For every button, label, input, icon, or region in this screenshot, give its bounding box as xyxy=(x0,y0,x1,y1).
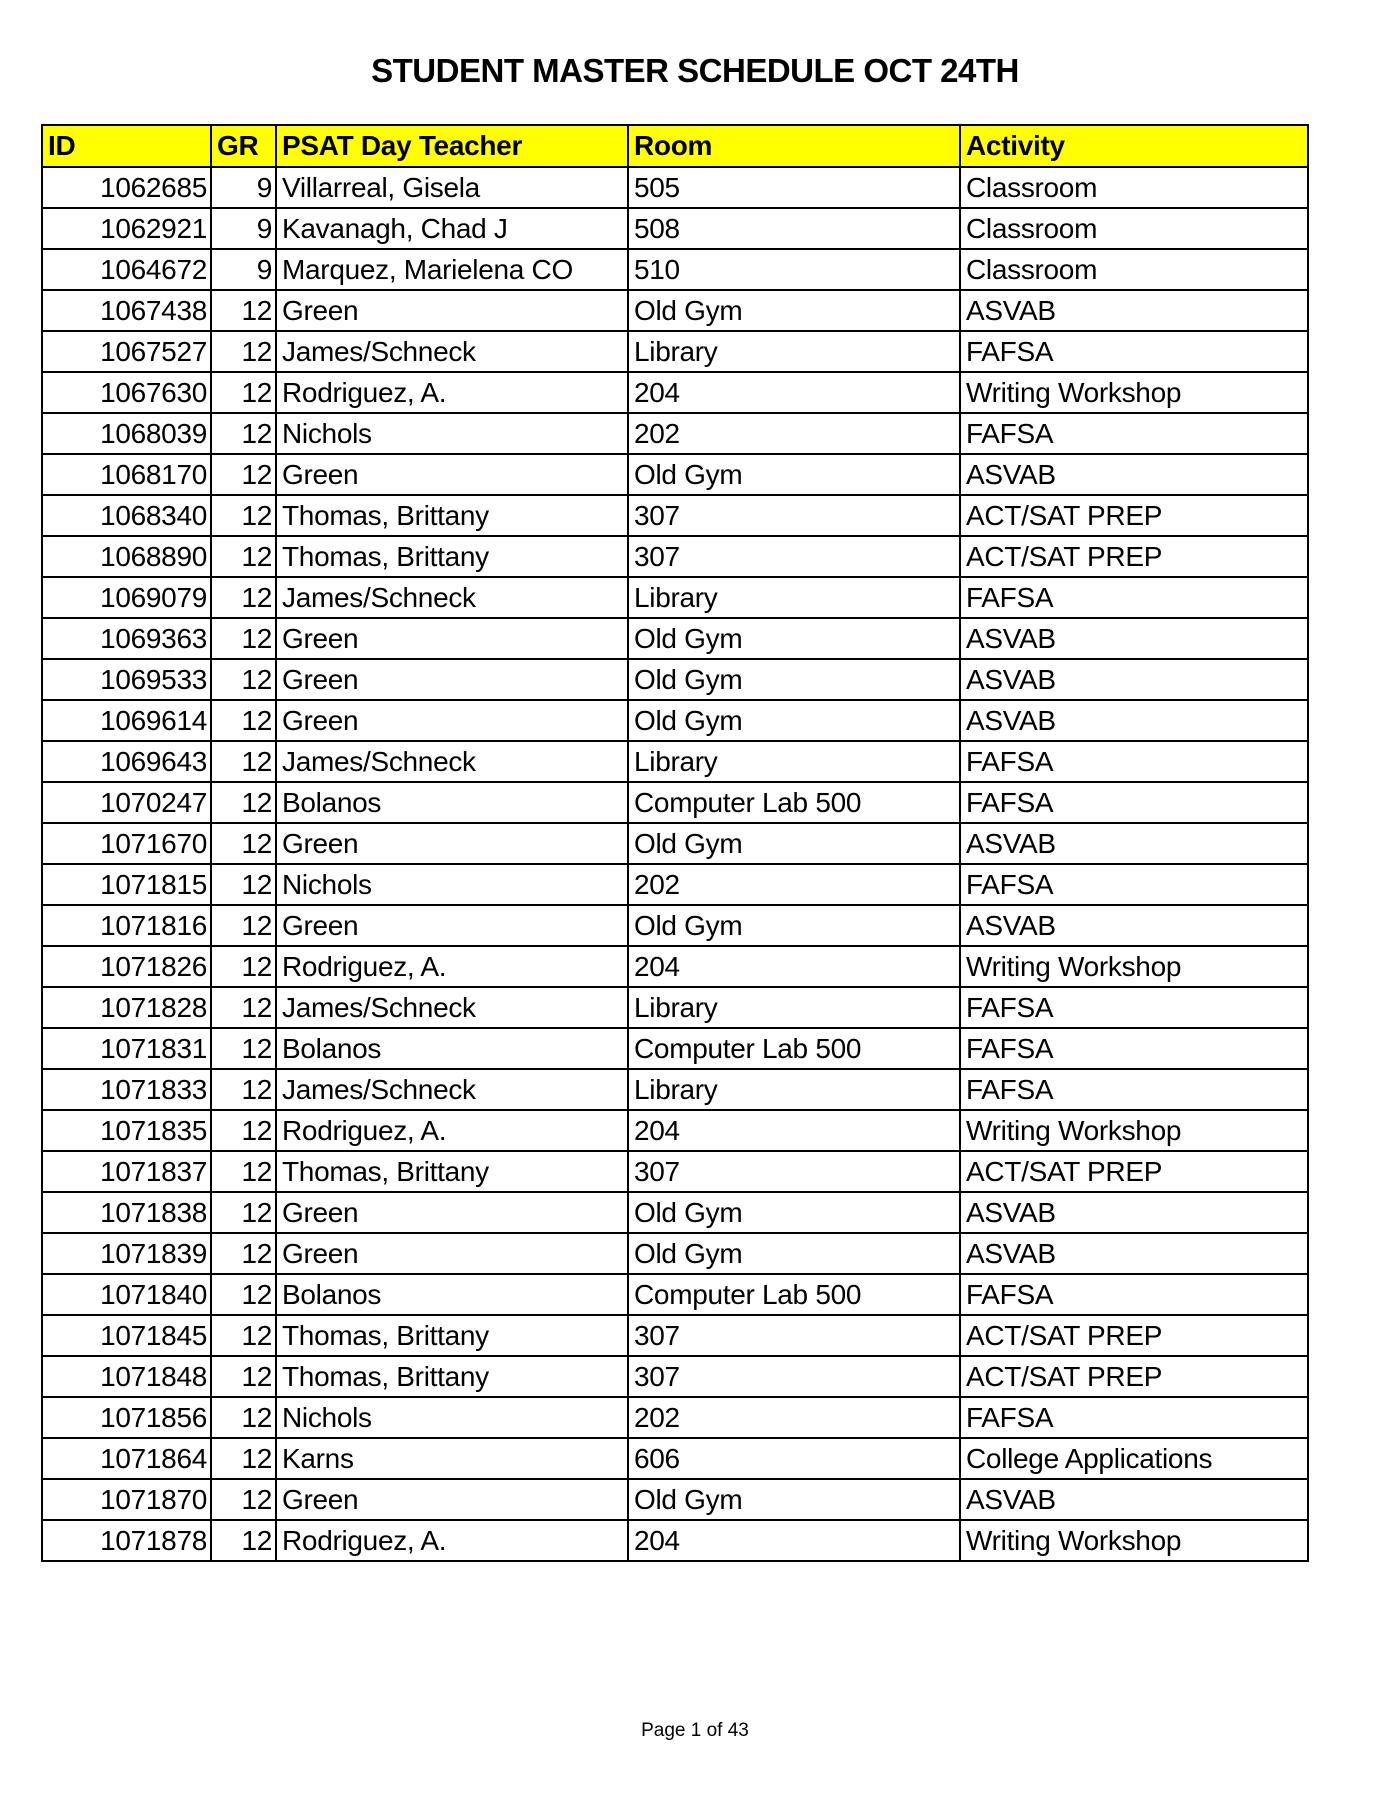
teacher-cell: Thomas, Brittany xyxy=(276,1356,628,1397)
grade-cell: 12 xyxy=(211,1069,276,1110)
grade-cell: 12 xyxy=(211,1233,276,1274)
grade-cell: 12 xyxy=(211,454,276,495)
table-row xyxy=(42,1520,1308,1561)
room-cell: 204 xyxy=(628,946,960,987)
grade-cell: 12 xyxy=(211,618,276,659)
teacher-cell: Thomas, Brittany xyxy=(276,1315,628,1356)
teacher-cell: James/Schneck xyxy=(276,577,628,618)
table-row xyxy=(42,413,1308,454)
table-row xyxy=(42,1438,1308,1479)
table-row xyxy=(42,1069,1308,1110)
id-cell: 1071815 xyxy=(42,864,211,905)
grade-cell: 12 xyxy=(211,1274,276,1315)
id-cell: 1071828 xyxy=(42,987,211,1028)
id-cell: 1068890 xyxy=(42,536,211,577)
activity-cell: ASVAB xyxy=(960,659,1308,700)
table-row xyxy=(42,208,1308,249)
activity-cell: ASVAB xyxy=(960,618,1308,659)
table-row xyxy=(42,741,1308,782)
activity-cell: ACT/SAT PREP xyxy=(960,536,1308,577)
column-header-id: ID xyxy=(42,125,211,167)
activity-cell: Writing Workshop xyxy=(960,1110,1308,1151)
activity-cell: ASVAB xyxy=(960,823,1308,864)
id-cell: 1069363 xyxy=(42,618,211,659)
room-cell: 307 xyxy=(628,1356,960,1397)
id-cell: 1071878 xyxy=(42,1520,211,1561)
teacher-cell: Green xyxy=(276,823,628,864)
teacher-cell: Rodriguez, A. xyxy=(276,946,628,987)
table-row xyxy=(42,454,1308,495)
room-cell: 204 xyxy=(628,1110,960,1151)
table-row xyxy=(42,1028,1308,1069)
table-row xyxy=(42,1356,1308,1397)
page-number: Page 1 of 43 xyxy=(641,1720,749,1741)
grade-cell: 12 xyxy=(211,331,276,372)
table-row xyxy=(42,864,1308,905)
id-cell: 1062685 xyxy=(42,167,211,208)
grade-cell: 12 xyxy=(211,1192,276,1233)
id-cell: 1071838 xyxy=(42,1192,211,1233)
table-row xyxy=(42,1192,1308,1233)
grade-cell: 12 xyxy=(211,1356,276,1397)
activity-cell: Classroom xyxy=(960,249,1308,290)
activity-cell: FAFSA xyxy=(960,1397,1308,1438)
table-row xyxy=(42,1233,1308,1274)
teacher-cell: Marquez, Marielena CO xyxy=(276,249,628,290)
column-header-room: Room xyxy=(628,125,960,167)
id-cell: 1071670 xyxy=(42,823,211,864)
grade-cell: 12 xyxy=(211,1110,276,1151)
room-cell: Old Gym xyxy=(628,618,960,659)
grade-cell: 12 xyxy=(211,1520,276,1561)
activity-cell: FAFSA xyxy=(960,413,1308,454)
id-cell: 1071845 xyxy=(42,1315,211,1356)
teacher-cell: Kavanagh, Chad J xyxy=(276,208,628,249)
teacher-cell: Bolanos xyxy=(276,1274,628,1315)
room-cell: Computer Lab 500 xyxy=(628,1028,960,1069)
table-row xyxy=(42,1274,1308,1315)
room-cell: 202 xyxy=(628,413,960,454)
table-row xyxy=(42,618,1308,659)
activity-cell: ASVAB xyxy=(960,1192,1308,1233)
teacher-cell: Green xyxy=(276,659,628,700)
teacher-cell: Thomas, Brittany xyxy=(276,1151,628,1192)
schedule-table xyxy=(41,124,1309,1562)
room-cell: Old Gym xyxy=(628,454,960,495)
table-row xyxy=(42,249,1308,290)
room-cell: Library xyxy=(628,577,960,618)
id-cell: 1069643 xyxy=(42,741,211,782)
room-cell: Library xyxy=(628,987,960,1028)
page-title: STUDENT MASTER SCHEDULE OCT 24TH xyxy=(371,52,1019,89)
teacher-cell: Thomas, Brittany xyxy=(276,495,628,536)
id-cell: 1069614 xyxy=(42,700,211,741)
table-row xyxy=(42,577,1308,618)
id-cell: 1068340 xyxy=(42,495,211,536)
id-cell: 1069079 xyxy=(42,577,211,618)
teacher-cell: James/Schneck xyxy=(276,741,628,782)
teacher-cell: Nichols xyxy=(276,413,628,454)
grade-cell: 12 xyxy=(211,659,276,700)
id-cell: 1064672 xyxy=(42,249,211,290)
teacher-cell: James/Schneck xyxy=(276,1069,628,1110)
table-row xyxy=(42,1151,1308,1192)
activity-cell: FAFSA xyxy=(960,1274,1308,1315)
id-cell: 1068170 xyxy=(42,454,211,495)
table-row xyxy=(42,700,1308,741)
table-row xyxy=(42,1479,1308,1520)
activity-cell: FAFSA xyxy=(960,782,1308,823)
activity-cell: ASVAB xyxy=(960,1479,1308,1520)
teacher-cell: Karns xyxy=(276,1438,628,1479)
grade-cell: 12 xyxy=(211,987,276,1028)
grade-cell: 12 xyxy=(211,536,276,577)
id-cell: 1067630 xyxy=(42,372,211,413)
room-cell: Old Gym xyxy=(628,1233,960,1274)
room-cell: Old Gym xyxy=(628,659,960,700)
activity-cell: ACT/SAT PREP xyxy=(960,1356,1308,1397)
teacher-cell: James/Schneck xyxy=(276,987,628,1028)
table-row xyxy=(42,1315,1308,1356)
activity-cell: FAFSA xyxy=(960,1069,1308,1110)
room-cell: Old Gym xyxy=(628,905,960,946)
activity-cell: ASVAB xyxy=(960,905,1308,946)
teacher-cell: Green xyxy=(276,1479,628,1520)
grade-cell: 12 xyxy=(211,864,276,905)
teacher-cell: James/Schneck xyxy=(276,331,628,372)
activity-cell: FAFSA xyxy=(960,864,1308,905)
activity-cell: Writing Workshop xyxy=(960,1520,1308,1561)
activity-cell: FAFSA xyxy=(960,577,1308,618)
activity-cell: ACT/SAT PREP xyxy=(960,1315,1308,1356)
grade-cell: 12 xyxy=(211,290,276,331)
teacher-cell: Nichols xyxy=(276,864,628,905)
id-cell: 1071837 xyxy=(42,1151,211,1192)
room-cell: Old Gym xyxy=(628,700,960,741)
teacher-cell: Villarreal, Gisela xyxy=(276,167,628,208)
grade-cell: 12 xyxy=(211,1479,276,1520)
teacher-cell: Green xyxy=(276,618,628,659)
room-cell: 204 xyxy=(628,372,960,413)
id-cell: 1071833 xyxy=(42,1069,211,1110)
id-cell: 1067438 xyxy=(42,290,211,331)
column-header-teacher: PSAT Day Teacher xyxy=(276,125,628,167)
teacher-cell: Nichols xyxy=(276,1397,628,1438)
id-cell: 1071835 xyxy=(42,1110,211,1151)
teacher-cell: Rodriguez, A. xyxy=(276,1110,628,1151)
table-row xyxy=(42,946,1308,987)
table-row xyxy=(42,167,1308,208)
teacher-cell: Rodriguez, A. xyxy=(276,372,628,413)
room-cell: Library xyxy=(628,1069,960,1110)
table-row xyxy=(42,536,1308,577)
activity-cell: FAFSA xyxy=(960,1028,1308,1069)
grade-cell: 12 xyxy=(211,372,276,413)
room-cell: 307 xyxy=(628,1151,960,1192)
grade-cell: 12 xyxy=(211,495,276,536)
teacher-cell: Thomas, Brittany xyxy=(276,536,628,577)
grade-cell: 12 xyxy=(211,1151,276,1192)
room-cell: Old Gym xyxy=(628,290,960,331)
activity-cell: Classroom xyxy=(960,167,1308,208)
room-cell: Computer Lab 500 xyxy=(628,782,960,823)
teacher-cell: Green xyxy=(276,454,628,495)
id-cell: 1071856 xyxy=(42,1397,211,1438)
column-header-grade: GR xyxy=(211,125,276,167)
teacher-cell: Green xyxy=(276,290,628,331)
id-cell: 1068039 xyxy=(42,413,211,454)
activity-cell: FAFSA xyxy=(960,741,1308,782)
activity-cell: Writing Workshop xyxy=(960,946,1308,987)
room-cell: 606 xyxy=(628,1438,960,1479)
table-row xyxy=(42,905,1308,946)
table-row xyxy=(42,823,1308,864)
id-cell: 1071826 xyxy=(42,946,211,987)
grade-cell: 12 xyxy=(211,782,276,823)
room-cell: 307 xyxy=(628,1315,960,1356)
table-row xyxy=(42,1397,1308,1438)
grade-cell: 12 xyxy=(211,1438,276,1479)
room-cell: Computer Lab 500 xyxy=(628,1274,960,1315)
table-row xyxy=(42,372,1308,413)
table-row xyxy=(42,1110,1308,1151)
room-cell: Old Gym xyxy=(628,1192,960,1233)
grade-cell: 12 xyxy=(211,741,276,782)
grade-cell: 12 xyxy=(211,577,276,618)
teacher-cell: Bolanos xyxy=(276,1028,628,1069)
room-cell: 508 xyxy=(628,208,960,249)
grade-cell: 9 xyxy=(211,167,276,208)
table-row xyxy=(42,290,1308,331)
activity-cell: College Applications xyxy=(960,1438,1308,1479)
id-cell: 1071839 xyxy=(42,1233,211,1274)
activity-cell: FAFSA xyxy=(960,331,1308,372)
activity-cell: ASVAB xyxy=(960,454,1308,495)
room-cell: 505 xyxy=(628,167,960,208)
table-row xyxy=(42,659,1308,700)
room-cell: Library xyxy=(628,331,960,372)
room-cell: 202 xyxy=(628,1397,960,1438)
table-row xyxy=(42,495,1308,536)
room-cell: 204 xyxy=(628,1520,960,1561)
id-cell: 1070247 xyxy=(42,782,211,823)
activity-cell: ASVAB xyxy=(960,290,1308,331)
teacher-cell: Green xyxy=(276,700,628,741)
teacher-cell: Green xyxy=(276,905,628,946)
activity-cell: ACT/SAT PREP xyxy=(960,495,1308,536)
id-cell: 1071870 xyxy=(42,1479,211,1520)
room-cell: Old Gym xyxy=(628,823,960,864)
grade-cell: 12 xyxy=(211,1028,276,1069)
room-cell: Library xyxy=(628,741,960,782)
room-cell: 510 xyxy=(628,249,960,290)
room-cell: 307 xyxy=(628,495,960,536)
grade-cell: 12 xyxy=(211,1315,276,1356)
table-row xyxy=(42,782,1308,823)
id-cell: 1067527 xyxy=(42,331,211,372)
teacher-cell: Rodriguez, A. xyxy=(276,1520,628,1561)
activity-cell: ACT/SAT PREP xyxy=(960,1151,1308,1192)
activity-cell: Writing Workshop xyxy=(960,372,1308,413)
room-cell: Old Gym xyxy=(628,1479,960,1520)
id-cell: 1071848 xyxy=(42,1356,211,1397)
grade-cell: 12 xyxy=(211,413,276,454)
table-row xyxy=(42,331,1308,372)
room-cell: 202 xyxy=(628,864,960,905)
teacher-cell: Bolanos xyxy=(276,782,628,823)
table-row xyxy=(42,987,1308,1028)
id-cell: 1062921 xyxy=(42,208,211,249)
grade-cell: 12 xyxy=(211,905,276,946)
activity-cell: ASVAB xyxy=(960,1233,1308,1274)
id-cell: 1071864 xyxy=(42,1438,211,1479)
grade-cell: 9 xyxy=(211,249,276,290)
id-cell: 1069533 xyxy=(42,659,211,700)
grade-cell: 12 xyxy=(211,1397,276,1438)
header-row xyxy=(42,125,1308,167)
activity-cell: Classroom xyxy=(960,208,1308,249)
column-header-activity: Activity xyxy=(960,125,1308,167)
id-cell: 1071816 xyxy=(42,905,211,946)
room-cell: 307 xyxy=(628,536,960,577)
activity-cell: FAFSA xyxy=(960,987,1308,1028)
activity-cell: ASVAB xyxy=(960,700,1308,741)
grade-cell: 12 xyxy=(211,946,276,987)
id-cell: 1071831 xyxy=(42,1028,211,1069)
grade-cell: 12 xyxy=(211,823,276,864)
id-cell: 1071840 xyxy=(42,1274,211,1315)
teacher-cell: Green xyxy=(276,1233,628,1274)
teacher-cell: Green xyxy=(276,1192,628,1233)
grade-cell: 12 xyxy=(211,700,276,741)
grade-cell: 9 xyxy=(211,208,276,249)
